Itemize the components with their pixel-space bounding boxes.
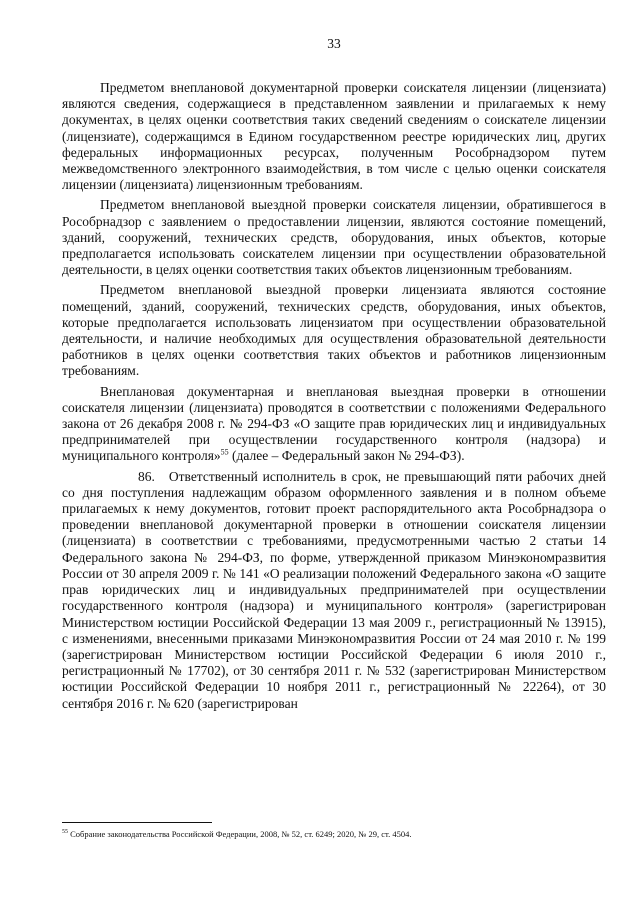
clause-86-text: Ответственный исполнитель в срок, не превышающий пяти рабочих дней со дня поступления надлежащим образом оформленного заявления и в полном объеме прилагаемых к нему документов, готовит проект распорядительного акта Рособрнадзора о проведении внеплановой документарной проверки в отношении соискателя лицензии (лицензиата) в соответствии с требованиями, предусмотренными частью 2 статьи 14 Федерального закона № 294-ФЗ, по форме, утвержденной приказом Минэкономразвития России от 30 апреля 2009 г. № 141 «О реализации положений Федерального закона «О защите прав юридических лиц и индивидуальных предпринимателей при осуществлении государственного контроля (надзора) и муниципального контроля» (зарегистрирован Министерством юстиции Российской Федерации 13 мая 2009 г., регистрационный № 13915), с изменениями, внесенными приказами Минэкономразвития России от 24 мая 2010 г. № 199 (зарегистрирован Министерством юстиции Российской Федерации 6 июля 2010 г., регистрационный № 17702), от 30 сентября 2011 г. № 532 (зарегистрирован Министерством юстиции Российской Федерации 10 ноября 2011 г., регистрационный № 22264), от 30 сентября 2016 г. № 620 (зарегистрирован: [62, 468, 606, 711]
footnote-text: Собрание законодательства Российской Федерации, 2008, № 52, ст. 6249; 2020, № 29, ст. 4504.: [68, 829, 412, 839]
footnote-reference: 55: [220, 447, 229, 457]
paragraph-inspection-procedure: [62, 384, 606, 465]
footnote-mark: 55: [62, 829, 68, 836]
footnote: [62, 829, 606, 840]
paragraph-inspection-procedure-tail: (далее – Федеральный закон № 294-ФЗ).: [228, 448, 465, 464]
footnote-divider: [62, 822, 212, 823]
paragraph-documentary-inspection-subject: Предметом внеплановой документарной проверки соискателя лицензии (лицензиата) являются сведения, содержащиеся в представленном заявлении и прилагаемых к нему документах, в целях оценки соответствия таких сведений сведениям о соискателе лицензии (лицензиате), содержащимся в Едином государственном реестре юридических лиц, других федеральных информационных ресурсах, полученным Рособрнадзором путем межведомственного электронного взаимодействия, в том числе с целью оценки соискателя лицензии (лицензиата) лицензионным требованиям.: [62, 80, 606, 193]
paragraph-onsite-inspection-applicant: Предметом внеплановой выездной проверки соискателя лицензии, обратившегося в Рособрнадзор с заявлением о предоставлении лицензии, являются состояние помещений, зданий, сооружений, технических средств, оборудования, иных объектов, которые предполагается использовать соискателем лицензии при осуществлении образовательной деятельности, в целях оценки соответствия таких объектов лицензионным требованиям.: [62, 197, 606, 278]
paragraph-onsite-inspection-licensee: Предметом внеплановой выездной проверки лицензиата являются состояние помещений, зданий, сооружений, технических средств, оборудования, иных объектов, которые предполагается использовать лицензиатом при осуществлении образовательной деятельности, и наличие необходимых для осуществления образовательной деятельности работников в целях оценки соответствия таких объектов и работников лицензионным требованиям.: [62, 282, 606, 379]
clause-86: [62, 469, 606, 712]
paragraph-inspection-procedure-text: Внеплановая документарная и внеплановая выездная проверки в отношении соискателя лицензии (лицензиата) проводятся в соответствии с положениями Федерального закона от 26 декабря 2008 г. № 294-ФЗ «О защите прав юридических лиц и индивидуальных предпринимателей при осуществлении государственного контроля (надзора) и муниципального контроля»: [62, 383, 606, 464]
page-number: 33: [327, 36, 341, 51]
document-body: [62, 80, 606, 712]
clause-number: 86.: [138, 468, 155, 484]
